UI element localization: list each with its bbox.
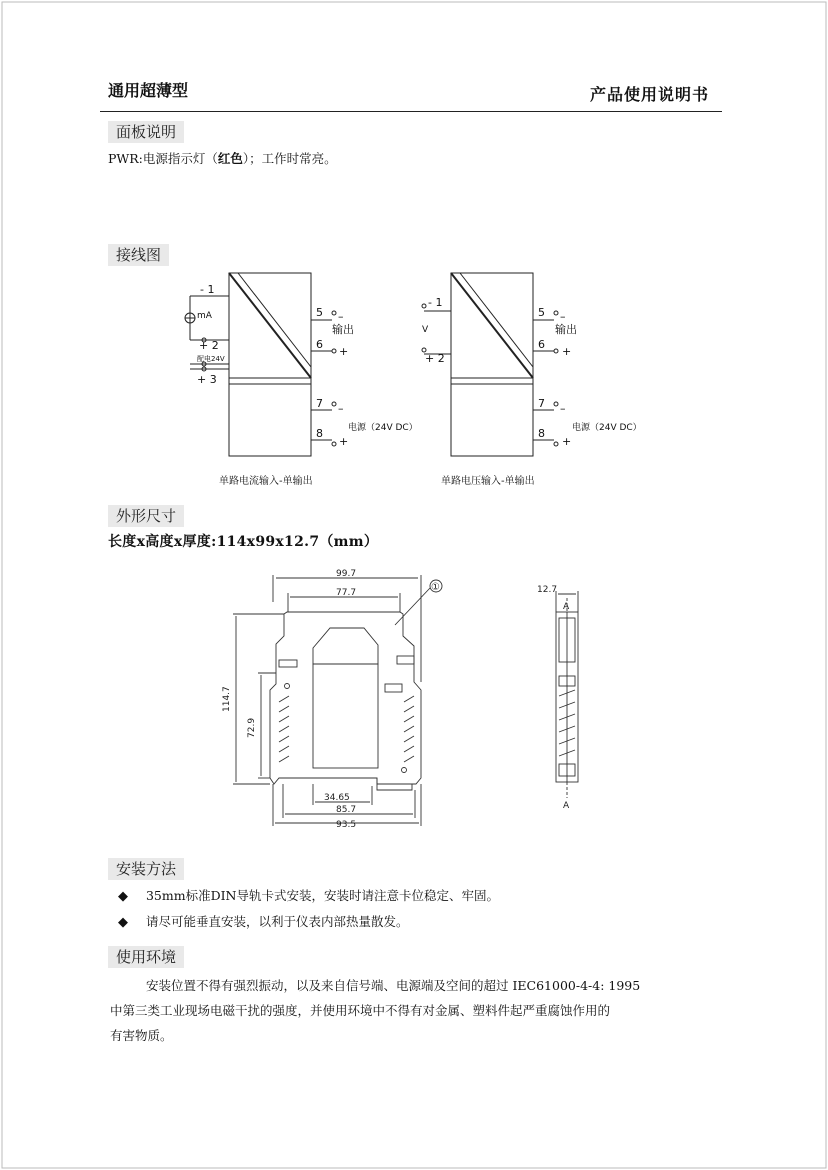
wl-t5: 5 — [316, 306, 323, 319]
dim-marker: ① — [431, 582, 440, 593]
wl-minus-5: – — [338, 310, 344, 323]
bullet-diamond-icon: ◆ — [118, 915, 128, 930]
wl-t1: - 1 — [200, 283, 215, 296]
wl-power: 电源（24V DC） — [348, 423, 418, 433]
wr-out: 输出 — [555, 323, 577, 336]
wl-plus-8: + — [339, 435, 349, 448]
wr-plus-8: + — [562, 435, 572, 448]
wr-t7: 7 — [538, 397, 545, 410]
wr-t5: 5 — [538, 306, 545, 319]
dim-d2: 77.7 — [336, 588, 357, 598]
install-item-1-text: 35mm标准DIN导轨卡式安装，安装时请注意卡位稳定、牢固。 — [145, 888, 499, 903]
wr-power: 电源（24V DC） — [572, 423, 642, 433]
environment-line-3: 有害物质。 — [110, 1028, 173, 1043]
wr-minus-5: – — [560, 310, 566, 323]
wl-t3: + 3 — [197, 373, 217, 386]
panel-text-prefix: PWR:电源指示灯（ — [108, 151, 218, 166]
side-thickness: 12.7 — [537, 585, 558, 595]
section-title-install: 安装方法 — [108, 858, 184, 880]
wl-plus-6: + — [339, 345, 349, 358]
dim-w2: 85.7 — [336, 805, 357, 815]
panel-text-suffix: ）；工作时常亮。 — [242, 151, 337, 166]
wl-minus-7: – — [338, 402, 344, 415]
panel-text-bold: 红色 — [217, 151, 243, 166]
header-product-type: 通用超薄型 — [108, 81, 189, 100]
install-item-2 — [118, 912, 409, 930]
wl-t8: 8 — [316, 427, 323, 440]
wr-caption: 单路电压输入-单输出 — [441, 476, 535, 487]
section-title-environment: 使用环境 — [108, 946, 184, 968]
wl-out: 输出 — [332, 323, 354, 336]
wl-t6: 6 — [316, 338, 323, 351]
side-section-bottom: A — [563, 801, 570, 811]
wl-meter: mA — [197, 311, 212, 321]
wl-t7: 7 — [316, 397, 323, 410]
environment-line-2: 中第三类工业现场电磁干扰的强度，并使用环境中不得有对金属、塑料件起严重腐蚀作用的 — [110, 1003, 611, 1018]
dim-d1: 99.7 — [336, 569, 357, 579]
dimensions-value: 114x99x12.7（mm） — [216, 534, 379, 550]
dim-h1: 114.7 — [222, 686, 232, 712]
bullet-diamond-icon: ◆ — [118, 889, 128, 904]
wl-caption: 单路电流输入-单输出 — [219, 476, 313, 487]
dim-h2: 72.9 — [247, 717, 257, 738]
section-title-dimensions: 外形尺寸 — [108, 505, 184, 527]
section-title-wiring: 接线图 — [108, 244, 169, 266]
wl-supply: 配电24V — [197, 355, 225, 363]
install-item-2-text: 请尽可能垂直安装，以利于仪表内部热量散发。 — [145, 914, 409, 929]
side-section-top: A — [563, 602, 570, 612]
install-item-1 — [118, 886, 499, 904]
header-manual-title: 产品使用说明书 — [590, 85, 710, 104]
wr-t2: + 2 — [425, 352, 445, 365]
wr-t1: - 1 — [428, 296, 443, 309]
wr-plus-6: + — [562, 345, 572, 358]
dim-w1: 34.65 — [324, 793, 350, 803]
front-view-outline — [270, 612, 421, 784]
wr-volt: V — [422, 325, 429, 335]
wr-t6: 6 — [538, 338, 545, 351]
dimensions-label: 长度x高度x厚度: — [108, 534, 217, 550]
section-title-panel: 面板说明 — [108, 121, 184, 143]
wl-t2: + 2 — [199, 339, 219, 352]
environment-line-1: 安装位置不得有强烈振动，以及来自信号端、电源端及空间的超过 IEC61000-4-4: 1995 — [146, 978, 641, 993]
wr-minus-7: – — [560, 402, 566, 415]
wr-t8: 8 — [538, 427, 545, 440]
dim-w3: 93.5 — [336, 820, 357, 830]
